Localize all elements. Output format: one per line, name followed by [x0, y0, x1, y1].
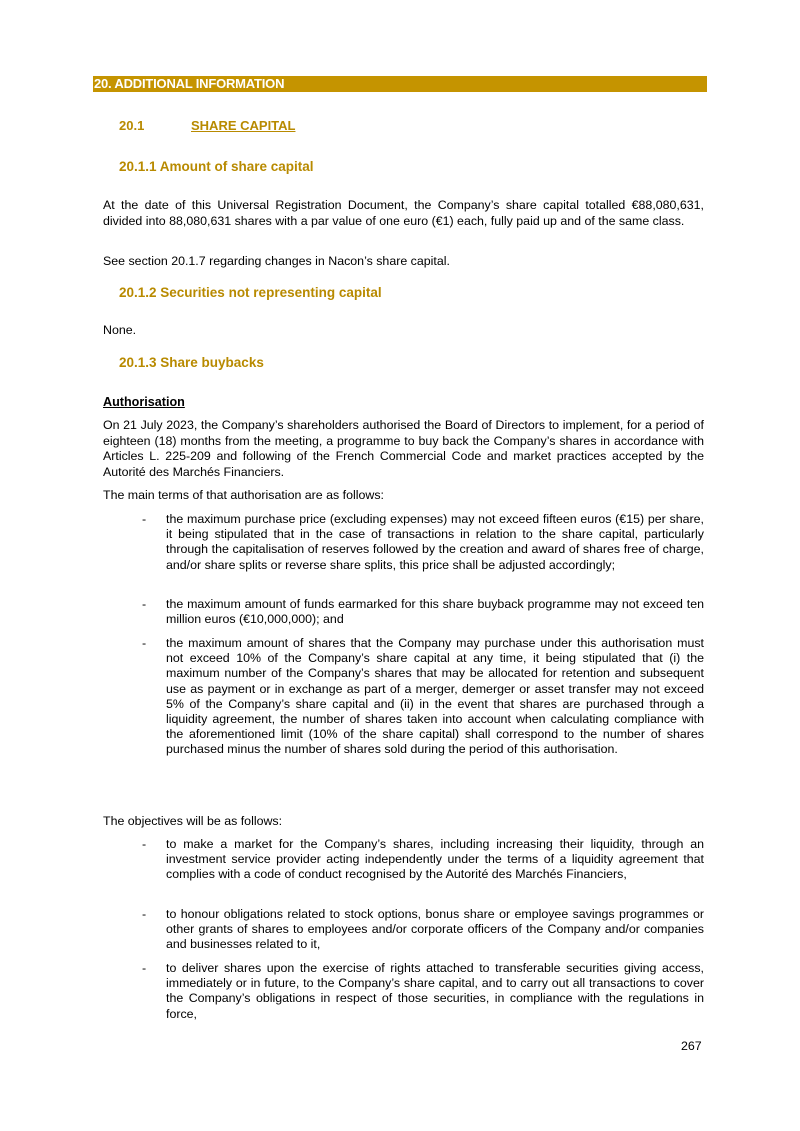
- list-item-text: to deliver shares upon the exercise of rights attached to transferable securities giving access, immediately or in future, to the Company’s share capital, and to carry out all transactions to cover the Company’s obligations in respect of those securities, in compliance with the regulations in force,: [166, 961, 704, 1021]
- page-number: 267: [681, 1039, 702, 1053]
- bullet-dash: -: [142, 597, 147, 611]
- heading-20-1-1: 20.1.1 Amount of share capital: [119, 159, 314, 174]
- subsection-number: 20.1: [119, 118, 145, 133]
- bullet-dash: -: [142, 837, 147, 851]
- bullet-dash: -: [142, 512, 147, 526]
- bullet-dash: -: [142, 961, 147, 975]
- subsection-heading: [119, 118, 295, 134]
- list-item-text: the maximum purchase price (excluding expenses) may not exceed fifteen euros (€15) per share, it being stipulated that in the case of transactions in relation to the share capital, particularly through the capitalisation of reserves followed by the creation and award of shares free of charge, and/or share splits or reverse share splits, this price shall be adjusted accordingly;: [166, 512, 704, 572]
- heading-20-1-2: 20.1.2 Securities not representing capital: [119, 285, 382, 300]
- bullet-dash: -: [142, 907, 147, 921]
- paragraph-see-section: See section 20.1.7 regarding changes in Nacon’s share capital.: [103, 254, 450, 268]
- bullet-dash: -: [142, 636, 147, 650]
- heading-20-1-3: 20.1.3 Share buybacks: [119, 355, 264, 370]
- section-header-bar: [93, 76, 707, 92]
- list-item-text: to make a market for the Company’s shares, including increasing their liquidity, through an investment service provider acting independently under the terms of a liquidity agreement that complies with a code of conduct recognised by the Autorité des Marchés Financiers,: [166, 837, 704, 882]
- list-item-text: to honour obligations related to stock options, bonus share or employee savings programmes or other grants of shares to employees and/or corporate officers of the Company and/or companies and businesses related to it,: [166, 907, 704, 952]
- subsection-title: SHARE CAPITAL: [191, 118, 296, 133]
- paragraph-capital-amount: At the date of this Universal Registration Document, the Company’s share capital totalled €88,080,631, divided into 88,080,631 shares with a par value of one euro (€1) each, fully paid up and of the same class.: [103, 198, 704, 228]
- list-item-text: the maximum amount of shares that the Company may purchase under this authorisation must not exceed 10% of the Company’s share capital at any time, it being stipulated that (i) the maximum number of the Company’s shares that may be allocated for retention and subsequent use as payment or in exchange as part of a merger, demerger or asset transfer may not exceed 5% of the Company’s share capital and (ii) in the event that shares are purchased through a liquidity agreement, the number of shares taken into account when calculating compliance with the aforementioned limit (10% of the share capital) shall correspond to the number of shares purchased minus the number of shares sold during the period of this authorisation.: [166, 636, 704, 757]
- section-title: 20. ADDITIONAL INFORMATION: [94, 76, 285, 91]
- paragraph-none: None.: [103, 323, 137, 337]
- paragraph-main-terms: The main terms of that authorisation are as follows:: [103, 488, 384, 502]
- authorisation-heading: Authorisation: [103, 395, 185, 409]
- paragraph-authorisation: On 21 July 2023, the Company’s shareholders authorised the Board of Directors to implement, for a period of eighteen (18) months from the meeting, a programme to buy back the Company’s shares in accordance with Articles L. 225-209 and following of the French Commercial Code and market practices accepted by the Autorité des Marchés Financiers.: [103, 418, 704, 479]
- paragraph-objectives: The objectives will be as follows:: [103, 814, 283, 828]
- list-item-text: the maximum amount of funds earmarked for this share buyback programme may not exceed ten million euros (€10,000,000); and: [166, 597, 704, 627]
